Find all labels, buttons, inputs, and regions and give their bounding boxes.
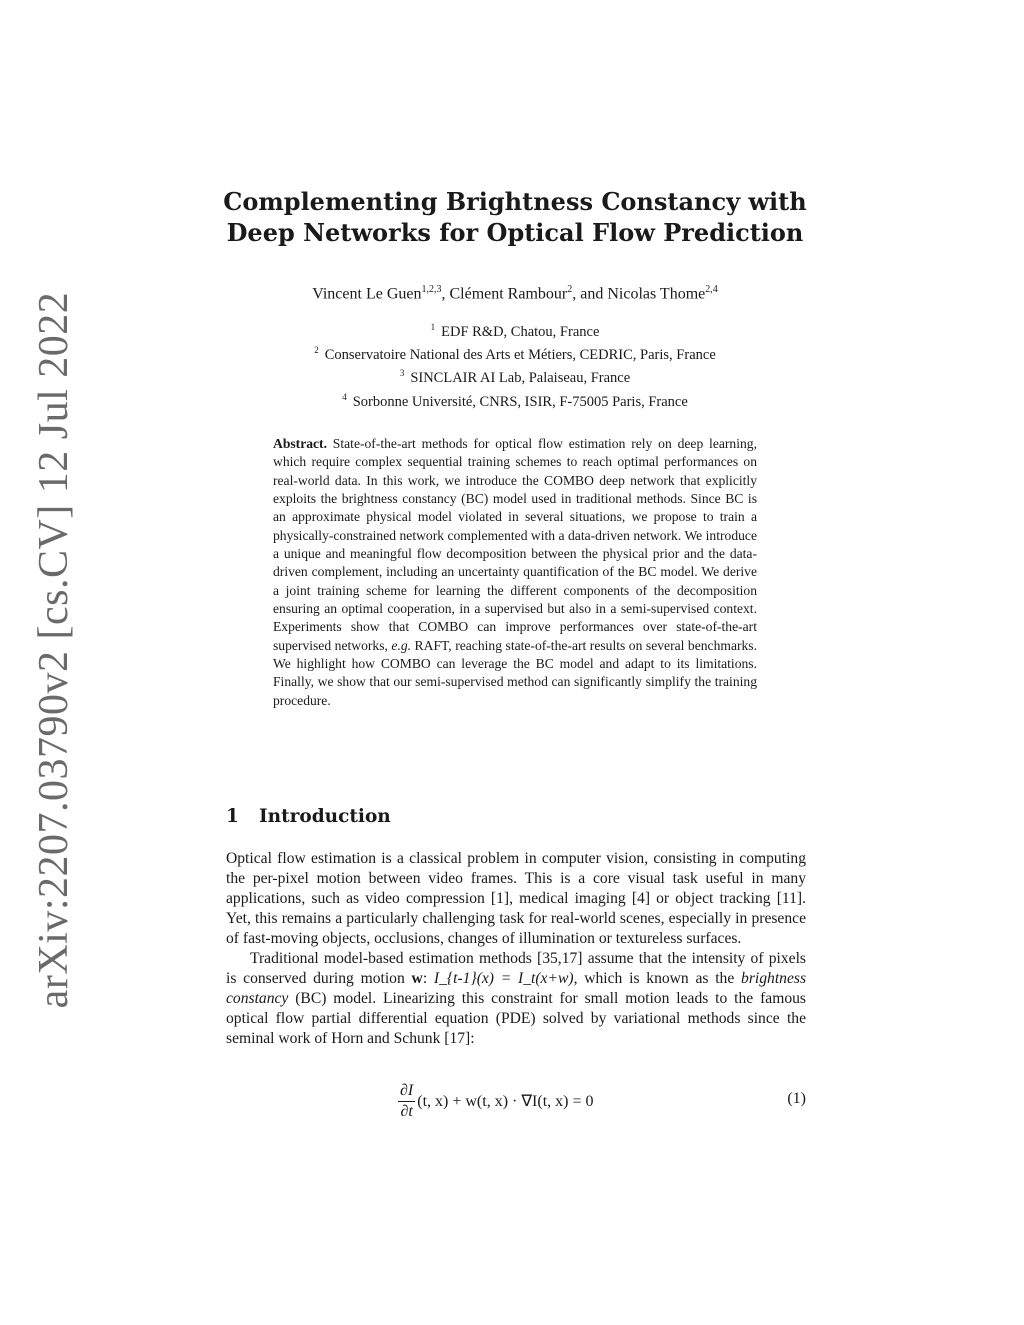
intro-paragraph-1: Optical flow estimation is a classical problem in computer vision, consisting in computing the per-pixel motion between video frames. This is a core visual task useful in many applications, such as video compression [1], medical imaging [4] or object tracking [11]. Yet, this remains a particularly challenging task for real-world scenes, especially in presence of fast-moving objects, occlusions, changes of illumination or textureless surfaces. [226, 850, 806, 948]
paper-title [150, 186, 880, 248]
intro-text: : [422, 970, 434, 988]
author-separator: , and [572, 285, 608, 303]
author-1-affil: 1,2,3 [421, 284, 442, 295]
fraction-numerator: ∂I [398, 1082, 415, 1102]
partial-derivative-fraction [398, 1082, 415, 1121]
affiliation-item [150, 318, 880, 341]
author-list [150, 284, 880, 303]
section-heading [226, 806, 806, 827]
intro-text: (BC) model. Linearizing this constraint for small motion leads to the famous optical flow partial differential equation (PDE) solved by variational methods since the seminal work of Horn and Schunk [17]: [226, 990, 806, 1048]
affiliation-number: 4 [342, 391, 347, 402]
affiliation-number: 2 [314, 345, 319, 356]
title-line-1: Complementing Brightness Constancy with [223, 187, 807, 216]
author-3: Nicolas Thome [607, 285, 706, 303]
affiliation-text: Sorbonne Université, CNRS, ISIR, F-75005 Paris, France [352, 393, 688, 410]
affiliation-number: 1 [430, 322, 436, 332]
fraction-denominator: ∂t [400, 1102, 413, 1120]
introduction-body [226, 849, 806, 1049]
section-title: Introduction [259, 806, 391, 827]
equation-body [398, 1076, 594, 1126]
abstract-label: Abstract. [273, 436, 327, 451]
abstract-text: State-of-the-art methods for optical flow estimation rely on deep learning, which require complex sequential training schemes to reach optimal performances on real-world data. In this work, we introduce the COMBO deep network that explicitly exploits the brightness constancy (BC) model used in traditional methods. Since BC is an approximate physical model violated in several situations, we propose to train a physically-constrained network complemented with a data-driven network. We introduce a unique and meaningful flow decomposition between the physical prior and the data-driven complement, including an uncertainty quantification of the BC model. We derive a joint training scheme for learning the different components of the decomposition ensuring an optimal cooperation, in a supervised but also in a semi-supervised context. Experiments show that COMBO can improve performances over state-of-the-art supervised networks, [273, 436, 757, 653]
abstract [273, 435, 757, 710]
author-separator: , [441, 285, 450, 303]
equation-rest: (t, x) + w(t, x) · ∇I(t, x) = 0 [417, 1093, 594, 1110]
equation-number: (1) [787, 1090, 806, 1107]
intro-text: , which is known as the [573, 970, 742, 988]
affiliation-item [150, 364, 880, 387]
abstract-eg: e.g. [391, 637, 412, 653]
intro-text: Traditional model-based estimation methods [35,17] assume that the intensity of pixels is conserved during motion [226, 950, 806, 988]
intro-paragraph-2 [226, 949, 806, 1049]
title-line-2: Deep Networks for Optical Flow Prediction [226, 218, 804, 247]
affiliation-item [150, 388, 880, 411]
emphasis-term: brightness constancy [226, 970, 807, 1008]
section-number: 1 [226, 806, 239, 827]
arxiv-side-stamp: arXiv:2207.03790v2 [cs.CV] 12 Jul 2022 [31, 291, 77, 1009]
equation-1 [226, 1076, 806, 1126]
author-2: Clément Rambour [449, 285, 568, 303]
affiliation-text: SINCLAIR AI Lab, Palaiseau, France [410, 370, 631, 387]
abstract-text-cont: RAFT, reaching state-of-the-art results on several benchmarks. We highlight how COMBO can leverage the BC model and adapt to its limitations. Finally, we show that our semi-supervised method can significantly simplify the training procedure. [273, 637, 757, 708]
affiliation-text: Conservatoire National des Arts et Métiers, CEDRIC, Paris, France [324, 347, 716, 364]
affiliation-number: 3 [399, 368, 405, 379]
inline-equation: I_{t-1}(x) = I_t(x+w) [433, 970, 574, 988]
affiliation-list [150, 318, 880, 411]
author-2-affil: 2 [567, 284, 573, 295]
affiliation-text: EDF R&D, Chatou, France [441, 323, 600, 340]
motion-symbol: w [411, 970, 423, 988]
author-1: Vincent Le Guen [312, 285, 422, 303]
affiliation-item [150, 341, 880, 364]
author-3-affil: 2,4 [705, 284, 718, 295]
